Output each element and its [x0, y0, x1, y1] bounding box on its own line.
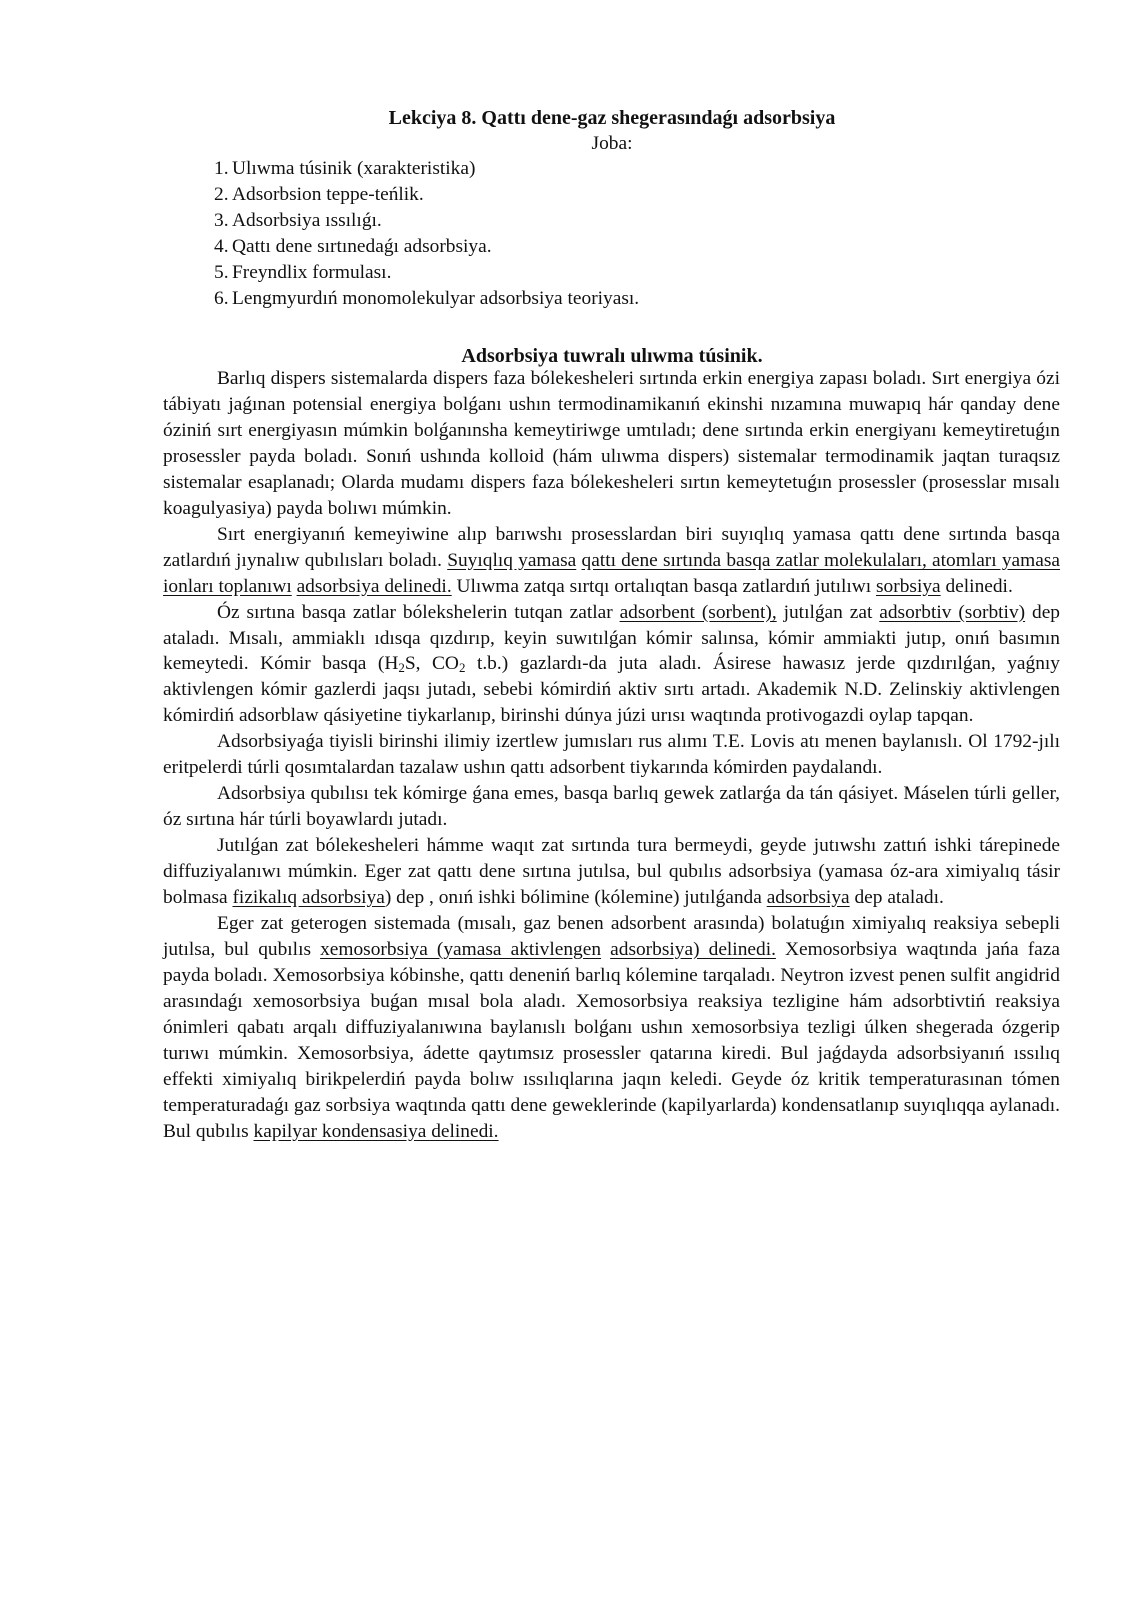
plan-item-number: 4. — [214, 236, 229, 257]
plan-list — [214, 156, 639, 312]
plan-item — [214, 260, 639, 286]
text-run: Eger zat geterogen sistemada (mısalı, gaz benen adsorbent arasında) bolatuǵın ximiyalıq reaksiya sebepli jutılsa, bul qubılıs — [163, 913, 1060, 960]
paragraph-7 — [163, 911, 1060, 1145]
plan-item-number: 6. — [214, 288, 229, 309]
text-run: jutılǵan zat — [776, 601, 880, 623]
plan-item-text: Adsorbsion teppe-teńlik. — [232, 184, 424, 205]
plan-item-text: Freyndlix formulası. — [232, 262, 392, 283]
text-run: Ulıwma zatqa sırtqı ortalıqtan basqa zatlardıń jutılıwı — [451, 575, 876, 597]
subscript: 2 — [458, 660, 466, 676]
text-run: Óz sırtına basqa zatlar bólekshelerin tutqan zatlar — [217, 601, 620, 623]
underlined-term: fizikalıq adsorbsiya — [232, 887, 385, 909]
document-body — [163, 366, 1060, 1145]
underlined-definition: qattı dene sırtında basqa zatlar molekulaları, atomları yamasa ionları toplanıwı — [163, 549, 1061, 597]
underlined-term: adsorbsiya) delinedi. — [610, 938, 776, 960]
plan-item-text: Lengmyurdıń monomolekulyar adsorbsiya teoriyası. — [232, 288, 640, 309]
text-run: Sırt energiyanıń kemeyiwine alıp barıwshı prosesslardan biri suyıqlıq yamasa qattı dene sırtında basqa zatlardıń jıynalıw qubılısları boladı. — [163, 523, 1060, 571]
section-heading: Adsorbsiya tuwralı ulıwma túsinik. — [461, 345, 763, 367]
plan-item-number: 1. — [214, 158, 229, 179]
plan-heading: Joba: — [591, 133, 633, 154]
underlined-term: xemosorbsiya (yamasa aktivlengen — [320, 938, 602, 960]
plan-item-number: 5. — [214, 262, 229, 283]
underlined-term: adsorbsiya delinedi. — [296, 575, 452, 597]
paragraph-3 — [163, 600, 1060, 730]
lecture-title: Lekciya 8. Qattı dene-gaz shegerasındaǵı adsorbsiya — [388, 107, 836, 129]
plan-item-number: 3. — [214, 210, 229, 231]
text-run: ) dep , onıń ishki bólimine (kólemine) jutılǵanda — [384, 887, 767, 909]
underlined-term: kapilyar kondensasiya delinedi. — [253, 1120, 499, 1142]
text-run — [601, 939, 610, 960]
text-run: S, CO — [404, 653, 459, 675]
underlined-term: sorbsiya — [876, 575, 941, 597]
text-run: dep ataladı. — [849, 887, 944, 909]
paragraph-6 — [163, 833, 1060, 911]
plan-item-number: 2. — [214, 184, 229, 205]
underlined-term: adsorbsiya — [766, 887, 850, 909]
underlined-term: Suyıqlıq yamasa — [447, 549, 577, 571]
underlined-term: adsorbent (sorbent), — [619, 601, 777, 623]
plan-item — [214, 234, 639, 260]
paragraph-4: Adsorbsiyaǵa tiyisli birinshi ilimiy izertlew jumısları rus alımı T.E. Lovis atı menen baylanıslı. Ol 1792-jılı eritpelerdi túrli qosımtalardan tazalaw ushın qattı adsorbent tiykarında kómirden paydalandı. — [163, 731, 1060, 779]
plan-item-text: Adsorbsiya ıssılıǵı. — [232, 210, 382, 231]
underlined-term: adsorbtiv (sorbtiv) — [879, 601, 1026, 623]
plan-item — [214, 208, 639, 234]
text-run: t.b.) gazlardı-da juta aladı. Ásirese hawasız jerde qızdırılǵan, yaǵnıy aktivlengen kómir gazlerdi jaqsı jutadı, sebebi kómirdiń aktiv sırtı artadı. Akademik N.D. Zelinskiy aktivlengen kómirdiń adsorblaw qásiyetine tiykarlanıp, birinshi dúnya júzi urısı waqtında protivogazdi oylap tapqan. — [163, 653, 1060, 727]
text-run: Xemosorbsiya waqtında jańa faza payda boladı. Xemosorbsiya kóbinshe, qattı deneniń barlıq kólemine tarqaladı. Neytron izvest penen sulfit angidrid arasındaǵı xemosorbsiya buǵan mısal bola aladı. Xemosorbsiya reaksiya tezligine hám adsorbtivtiń reaksiya ónimleri qabatı arqalı diffuziyalanıwına baylanıslı bolǵanı ushın xemosorbsiya tezligi úlken shegerada ózgerip turıwı múmkin. Xemosorbsiya, ádette qaytımsız prosessler qatarına kiredi. Bul jaǵdayda adsorbsiyanıń ıssılıq effekti ximiyalıq birikpelerdiń payda bolıw ıssılıqlarına jaqın keledi. Geyde óz kritik temperaturasınan tómen temperaturadaǵı gaz sorbsiya waqtında qattı dene geweklerinde (kapilyarlarda) kondensatlanıp suyıqlıqqa aylanadı. Bul qubılıs — [163, 938, 1060, 1142]
plan-item — [214, 156, 639, 182]
text-run: delinedi. — [940, 575, 1013, 597]
plan-item-text: Qattı dene sırtınedaǵı adsorbsiya. — [232, 236, 492, 257]
plan-item-text: Ulıwma túsinik (xarakteristika) — [232, 158, 476, 179]
paragraph-1: Barlıq dispers sistemalarda dispers faza bólekesheleri sırtında erkin energiya zapası boladı. Sırt energiya ózi tábiyatı jaǵınan potensial energiya bolǵanı ushın termodinamikanıń ekinshi nızamına muwapıq hár qanday dene óziniń sırt energiyasın múmkin bolǵanınsha kemeytiriwge umtıladı; dene sırtında erkin energiyanı kemeytiretuǵın prosessler payda boladı. Sonıń ushında kolloid (hám ulıwma dispers) sistemalar termodinamik jaqtan turaqsız sistemalar esaplanadı; Olarda mudamı dispers faza bólekesheleri sırtın kemeytetuǵın prosessler (prosesslar mısalı koagulyasiya) payda bolıwı múmkin. — [163, 368, 1060, 519]
plan-item — [214, 182, 639, 208]
plan-item — [214, 286, 639, 312]
paragraph-5: Adsorbsiya qubılısı tek kómirge ǵana emes, basqa barlıq gewek zatlarǵa da tán qásiyet. Máselen túrli geller, óz sırtına hár túrli boyawlardı jutadı. — [163, 783, 1060, 831]
subscript: 2 — [398, 660, 405, 676]
text-run: Jutılǵan zat bólekesheleri hámme waqıt zat sırtında tura bermeydi, geyde jutıwshı zattıń ishki tárepinede diffuziyalanıwı múmkin. Eger zat qattı dene sırtına jutılsa, bul qubılıs adsorbsiya (yamasa óz-ara ximiyalıq tásir bolmasa — [163, 835, 1060, 909]
paragraph-2 — [163, 522, 1060, 600]
text-run: dep ataladı. Mısalı, ammiaklı ıdısqa qızdırıp, keyin suwıtılǵan kómir salınsa, kómir ammiakti jutıp, onıń basımın kemeytedi. Kómir basqa (H — [163, 601, 1060, 675]
